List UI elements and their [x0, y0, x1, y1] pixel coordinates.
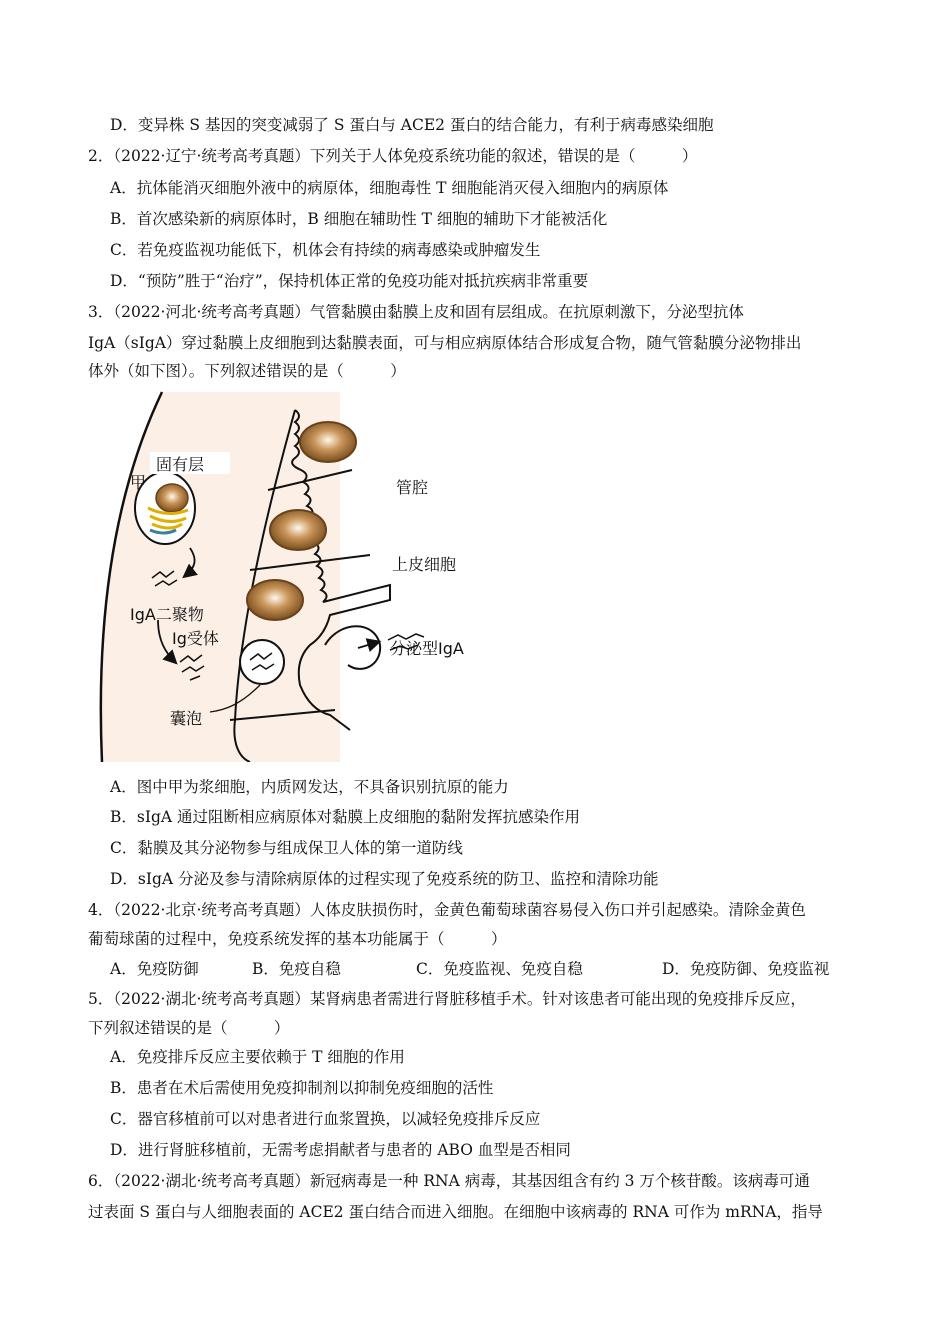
q6-stem-line1: 6．（2022·湖北·统考高考真题）新冠病毒是一种 RNA 病毒，其基因组含有约 3 万个核苷酸。该病毒可通 — [88, 1172, 810, 1190]
q4-option-d: D．免疫防御、免疫监视 — [662, 960, 830, 978]
lumen-region — [340, 392, 470, 762]
q2-option-a: A．抗体能消灭细胞外液中的病原体，细胞毒性 T 细胞能消灭侵入细胞内的病原体 — [110, 179, 669, 197]
label-iga-dimer: IgA二聚物 — [130, 605, 204, 624]
q5-option-b: B．患者在术后需使用免疫抑制剂以抑制免疫细胞的活性 — [110, 1079, 494, 1097]
q2-option-b: B．首次感染新的病原体时，B 细胞在辅助性 T 细胞的辅助下才能被活化 — [110, 210, 608, 228]
q3-option-b: B．sIgA 通过阻断相应病原体对黏膜上皮细胞的黏附发挥抗感染作用 — [110, 808, 581, 826]
q4-options-row — [110, 957, 870, 979]
q5-option-d: D．进行肾脏移植前，无需考虑捐献者与患者的 ABO 血型是否相同 — [110, 1141, 571, 1159]
q3-option-c: C．黏膜及其分泌物参与组成保卫人体的第一道防线 — [110, 839, 463, 857]
q4-option-c: C．免疫监视、免疫自稳 — [416, 960, 583, 978]
q3-stem-line1: 3．（2022·河北·统考高考真题）气管黏膜由黏膜上皮和固有层组成。在抗原刺激下，分泌型抗体 — [88, 303, 744, 321]
q3-stem-line3: 体外（如下图）。下列叙述错误的是（ ） — [88, 362, 406, 380]
q4-stem-line2: 葡萄球菌的过程中，免疫系统发挥的基本功能属于（ ） — [88, 930, 507, 948]
q3-option-a: A．图中甲为浆细胞，内质网发达，不具备识别抗原的能力 — [110, 778, 509, 796]
q1-option-d: D．变异株 S 基因的突变减弱了 S 蛋白与 ACE2 蛋白的结合能力，有利于病毒感染细胞 — [110, 116, 714, 134]
q6-stem-line2: 过表面 S 蛋白与人细胞表面的 ACE2 蛋白结合而进入细胞。在细胞中该病毒的 RNA 可作为 mRNA，指导 — [88, 1203, 823, 1221]
nucleus-cell3 — [247, 580, 303, 620]
nucleus-cell1 — [300, 422, 356, 462]
label-guyouceng: 固有层 — [156, 455, 205, 474]
vesicle-in-cell — [240, 640, 284, 684]
iga-secretion-figure — [90, 390, 470, 762]
label-siga: 分泌型IgA — [390, 639, 464, 658]
q5-stem-line1: 5．（2022·湖北·统考高考真题）某肾病患者需进行肾脏移植手术。针对该患者可能出现的免疫排斥反应， — [88, 990, 806, 1008]
label-nangpao: 囊泡 — [170, 709, 203, 728]
q4-option-a: A．免疫防御 — [110, 960, 199, 978]
label-shangpi: 上皮细胞 — [392, 555, 457, 574]
q2-stem: 2．（2022·辽宁·统考高考真题）下列关于人体免疫系统功能的叙述，错误的是（ ） — [88, 147, 698, 165]
q5-option-c: C．器官移植前可以对患者进行血浆置换，以减轻免疫排斥反应 — [110, 1110, 541, 1128]
label-jia: 甲 — [130, 473, 147, 492]
q5-option-a: A．免疫排斥反应主要依赖于 T 细胞的作用 — [110, 1048, 405, 1066]
q4-stem-line1: 4．（2022·北京·统考高考真题）人体皮肤损伤时，金黄色葡萄球菌容易侵入伤口并引起感染。清除金黄色 — [88, 901, 806, 919]
q5-stem-line2: 下列叙述错误的是（ ） — [88, 1019, 290, 1037]
label-guanqiang: 管腔 — [396, 478, 429, 497]
q4-option-b: B．免疫自稳 — [252, 960, 341, 978]
q2-option-c: C．若免疫监视功能低下，机体会有持续的病毒感染或肿瘤发生 — [110, 241, 541, 259]
q2-option-d: D．“预防”胜于“治疗”，保持机体正常的免疫功能对抵抗疾病非常重要 — [110, 272, 589, 290]
nucleus-cell2 — [270, 510, 326, 550]
q3-option-d: D．sIgA 分泌及参与清除病原体的过程实现了免疫系统的防卫、监控和清除功能 — [110, 870, 659, 888]
q3-stem-line2: IgA（sIgA）穿过黏膜上皮细胞到达黏膜表面，可与相应病原体结合形成复合物，随气管黏膜分泌物排出 — [88, 334, 802, 352]
label-ig-receptor: Ig受体 — [172, 629, 219, 648]
